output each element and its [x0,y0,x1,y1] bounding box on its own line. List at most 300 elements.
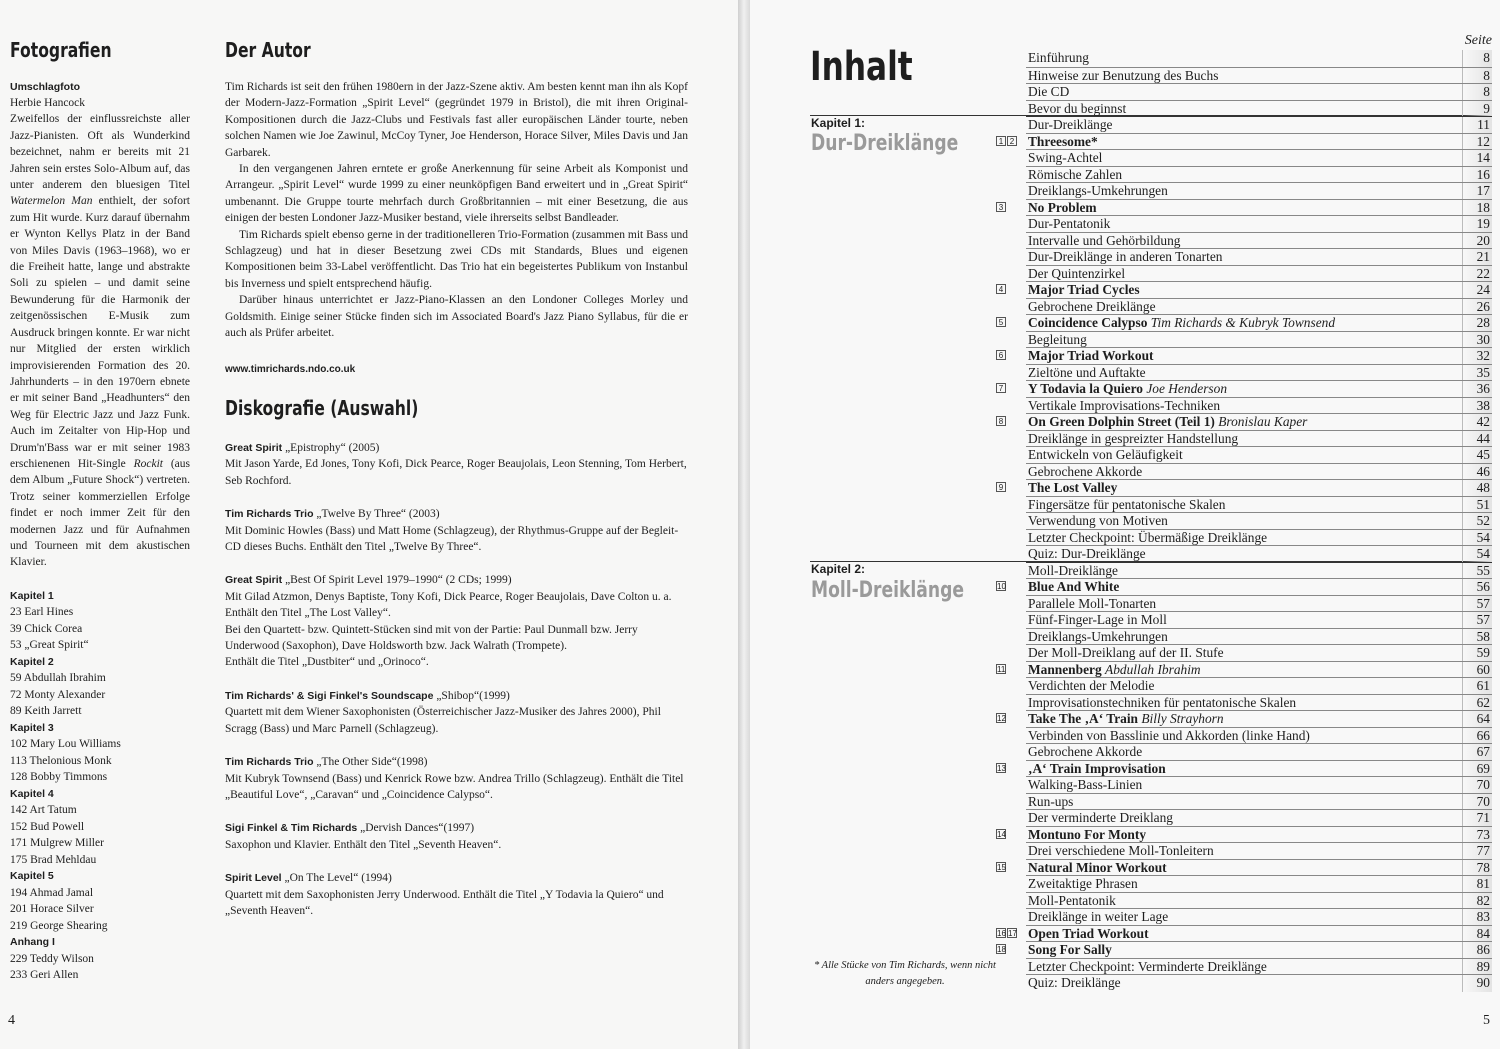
discography-artist: Great Spirit [225,574,283,587]
cd-track-icon [996,829,1006,839]
photo-credit-item: 152 Bud Powell [10,820,85,833]
toc-title [1028,579,1119,596]
page-number-right: 5 [1483,1013,1490,1028]
toc-title-text: Intervalle und Gehörbildung [1028,232,1181,248]
toc-title-text: ‚A‘ Train Improvisation [1028,760,1166,776]
toc-page-number: 70 [1462,794,1492,811]
toc-page-number: 26 [1462,299,1492,316]
cd-track-icon [996,202,1006,212]
cd-track-number: 5 [996,317,1006,327]
discography-entry-header [225,754,688,770]
discography-entry-header [225,572,688,588]
toc-title [1028,233,1180,250]
toc-title-text: Gebrochene Akkorde [1028,463,1143,479]
toc-title-text: Dur-Dreiklänge in anderen Tonarten [1028,249,1223,264]
photo-credit-item: 175 Brad Mehldau [10,853,97,866]
toc-title [1028,50,1089,67]
cd-track-icon [996,862,1006,872]
cd-track-number: 8 [996,416,1006,426]
toc-row[interactable] [1026,397,1492,414]
toc-title-text: Moll-Dreiklänge [1028,562,1118,578]
toc-row[interactable] [1026,562,1492,579]
toc-title [1028,612,1167,629]
toc-row[interactable] [1026,842,1492,859]
photo-credit-item: 194 Ahmad Jamal [10,886,94,899]
cd-track-number: 1 [996,136,1006,146]
discography-entry [225,870,688,919]
toc-page-number: 57 [1462,596,1492,613]
toc-title [1028,249,1223,266]
toc-page-number: 86 [1462,942,1492,959]
toc-page-number: 52 [1462,513,1492,530]
toc-title [1028,480,1117,497]
toc-page-number: 8 [1462,50,1492,67]
toc-page-number: 62 [1462,695,1492,712]
toc-title [1028,167,1122,184]
toc-row[interactable] [998,133,1492,150]
cd-track-icon [996,284,1006,294]
toc-row[interactable] [1026,908,1492,925]
left-page [0,0,738,1049]
discography-album: „The Other Side“(1998) [313,756,428,769]
toc-page-number: 90 [1462,975,1492,992]
toc-page-number: 67 [1462,744,1492,761]
toc-row[interactable] [1026,100,1492,117]
toc-title-text: Fingersätze für pentatonische Skalen [1028,496,1226,512]
toc-title-text: Run-ups [1028,793,1074,809]
toc-row[interactable] [1026,67,1492,84]
toc-page-number: 70 [1462,777,1492,794]
toc-page-number: 28 [1462,315,1492,332]
cd-track-number: 11 [997,664,1006,674]
footnote: * Alle Stücke von Tim Richards, wenn nicht anders angegeben. [814,960,996,987]
toc-title-text: Drei verschiedene Moll-Tonleitern [1028,843,1214,858]
cd-track-number: 13 [997,763,1006,773]
toc-row[interactable] [1026,298,1492,315]
kapitel1-label: Kapitel 1: [811,116,866,130]
discography-description: Bei den Quartett- bzw. Quintett-Stücken sind mit von der Partie: Paul Dunmall bzw. Jerry Underwood (Saxophon), Dave Holdsworth bzw. Jack Walrath (Trompete). [225,623,638,653]
photo-credit-item: 229 Teddy Wilson [10,952,94,965]
cd-track-icon [996,713,1006,723]
discography-entry-header [225,820,688,836]
toc-title-text: Dreiklänge in weiter Lage [1028,909,1169,924]
toc-title-text: Coincidence Calypso [1028,315,1148,330]
toc-title-text: Hinweise zur Benutzung des Buchs [1028,67,1219,83]
toc-row[interactable] [1026,694,1492,711]
toc-row[interactable] [1026,677,1492,694]
toc-page-number: 77 [1462,843,1492,860]
toc-row[interactable] [997,578,1492,595]
toc-title-text: Dreiklangs-Umkehrungen [1028,183,1168,198]
toc-title [1028,447,1183,464]
photo-credit-item: 102 Mary Lou Williams [10,738,121,751]
toc-page-number: 82 [1462,893,1492,910]
toc-row[interactable] [997,710,1492,727]
discography-entry [225,572,688,670]
toc-row[interactable] [1026,875,1492,892]
toc-title [1028,744,1142,761]
toc-title [1028,662,1201,679]
toc-title [1028,431,1238,448]
toc-page-number: 12 [1462,134,1492,151]
toc-row[interactable] [1026,793,1492,810]
cd-track-number: 7 [996,383,1006,393]
toc-title-text: Song For Sally [1028,942,1112,957]
cd-track-icon [996,928,1017,938]
toc-row[interactable] [1026,529,1492,546]
toc-title [1028,645,1224,662]
discography-entry-header [225,440,688,456]
discography-description: Saxophon und Klavier. Enthält den Titel „Seventh Heaven“. [225,838,502,851]
cd-track-icon [996,763,1006,773]
toc-row[interactable] [1026,958,1492,975]
toc-title [1028,497,1225,514]
cd-track-number: 6 [996,350,1006,360]
toc-title-text: Der Moll-Dreiklang auf der II. Stufe [1028,645,1224,660]
toc-page-number: 81 [1462,876,1492,893]
toc-page-number: 18 [1462,200,1492,217]
toc-row[interactable] [998,314,1492,331]
toc-title [1028,777,1142,794]
toc-title [1028,678,1154,695]
toc-row[interactable] [1026,628,1492,645]
cd-track-number: 17 [1008,928,1017,938]
toc-title-text: Dur-Pentatonik [1028,216,1111,231]
seite-label: Seite [1464,33,1492,48]
toc-row[interactable] [1026,743,1492,760]
toc-page-number: 20 [1462,233,1492,250]
toc-row[interactable] [1026,727,1492,744]
toc-row[interactable] [998,413,1492,430]
toc-title [1028,134,1098,151]
toc-page-number: 21 [1462,249,1492,266]
toc-page-number: 9 [1462,101,1492,118]
autor-text [225,79,688,342]
toc-row[interactable] [1026,50,1492,67]
photo-credit-item: 233 Geri Allen [10,969,79,982]
toc-row[interactable] [1026,892,1492,909]
toc-row[interactable] [1026,430,1492,447]
book-gutter [738,0,750,1049]
toc-title-text: Bevor du beginnst [1028,100,1127,116]
discography-description: Mit Dominic Howles (Bass) und Matt Home (Schlagzeug), der Rhythmus-Gruppe auf der Begleit-CD dieses Buchs. Enthält den Titel „Twelve By Three“. [225,524,679,554]
discography-entry-header [225,506,688,522]
toc-row[interactable] [1026,232,1492,249]
toc-title-text: Threesome* [1028,133,1098,149]
toc-row[interactable] [997,859,1492,876]
toc-title-text: Zweitaktige Phrasen [1028,876,1138,891]
toc-page-number: 59 [1462,645,1492,662]
toc-title [1028,893,1116,910]
toc-page-number: 30 [1462,332,1492,349]
photo-credit-item: 72 Monty Alexander [10,688,106,701]
toc-title [1028,711,1224,728]
toc-title [1028,909,1168,926]
discography-entry-header [225,688,688,704]
toc-title [1028,942,1112,959]
toc-row[interactable] [1026,595,1492,612]
fotografien-column [10,80,190,984]
toc-title-text: The Lost Valley [1028,480,1118,495]
toc-page-number: 8 [1462,84,1492,101]
toc-title-text: Vertikale Improvisations-Techniken [1028,397,1221,413]
toc-row[interactable] [997,925,1492,942]
toc-title [1028,695,1296,712]
cd-track-number: 3 [996,202,1006,212]
toc-row[interactable] [1026,463,1492,480]
toc-row[interactable] [1026,776,1492,793]
toc-title-text: Der Quintenzirkel [1028,265,1126,281]
toc-title-text: Y Todavia la Quiero [1028,381,1143,396]
cd-track-number: 10 [997,582,1006,591]
toc-title [1028,629,1168,646]
toc-row[interactable] [1026,545,1492,562]
toc-row[interactable] [998,380,1492,397]
toc-page-number: 45 [1462,447,1492,464]
toc-row[interactable] [998,281,1492,298]
diskografie-heading: Diskografie (Auswahl) [225,396,419,420]
toc-page-number: 17 [1462,183,1492,200]
table-of-contents [997,50,1492,991]
toc-title [1028,381,1227,398]
toc-title [1028,183,1168,200]
toc-title-text: Walking-Bass-Linien [1028,777,1143,792]
discography-album: „On The Level“ (1994) [281,872,392,885]
toc-row[interactable] [997,661,1492,678]
photo-chapter-label: Kapitel 1 [10,589,54,602]
toc-title [1028,794,1073,811]
discography-artist: Tim Richards' & Sigi Finkel's Soundscape [225,689,434,702]
toc-title-text: Die CD [1028,84,1070,99]
toc-page-number: 38 [1462,398,1492,415]
inhalt-title: Inhalt [810,44,913,90]
toc-title-text: Begleitung [1028,331,1087,347]
toc-row[interactable] [1026,149,1492,166]
toc-title [1028,200,1097,217]
cd-track-icon [996,664,1006,674]
toc-title-text: Quiz: Dreiklänge [1028,975,1121,990]
toc-composer: Billy Strayhorn [1141,711,1224,726]
photo-credit-item: 128 Bobby Timmons [10,771,108,784]
toc-page-number: 48 [1462,480,1492,497]
toc-row[interactable] [1026,644,1492,661]
discography-album: „Twelve By Three“ (2003) [313,508,440,521]
toc-page-number: 16 [1462,167,1492,184]
discography-entry [225,506,688,555]
toc-row[interactable] [1026,611,1492,628]
toc-row[interactable] [1026,809,1492,826]
toc-row[interactable] [1026,116,1492,133]
toc-page-number: 73 [1462,827,1492,844]
toc-row[interactable] [998,199,1492,216]
toc-title-text: Open Triad Workout [1028,925,1149,941]
toc-page-number: 84 [1462,926,1492,943]
toc-page-number: 55 [1462,563,1492,580]
discography-entry [225,820,688,853]
toc-title [1028,282,1140,299]
toc-title-text: Entwickeln von Geläufigkeit [1028,447,1183,462]
autor-paragraph: Darüber hinaus unterrichtet er Jazz-Piano-Klassen an den Londoner Colleges Morley und Goldsmith. Einige seiner Stücke finden sich im Associated Board's Jazz Piano Syllabus, für die er auch als Prüfer arbeitet. [225,294,688,340]
toc-title [1028,299,1156,316]
photo-credit-item: 39 Chick Corea [10,622,83,635]
toc-title-text: Dreiklangs-Umkehrungen [1028,628,1168,644]
cd-track-number: 16 [997,928,1006,938]
toc-row[interactable] [1026,248,1492,265]
toc-title [1028,117,1113,134]
toc-row[interactable] [997,760,1492,777]
toc-title-text: No Problem [1028,199,1097,215]
toc-row[interactable] [1026,446,1492,463]
cd-track-icon [996,317,1006,327]
toc-row[interactable] [1026,83,1492,100]
toc-page-number: 35 [1462,365,1492,382]
discography-description: Enthält die Titel „Dustbiter“ und „Orinoco“. [225,656,429,669]
toc-row[interactable] [997,826,1492,843]
toc-row[interactable] [1026,496,1492,513]
toc-page-number: 89 [1462,959,1492,976]
toc-page-number: 51 [1462,497,1492,514]
discography-album: „Best Of Spirit Level 1979–1990“ (2 CDs; 1999) [282,574,512,587]
toc-page-number: 32 [1462,348,1492,365]
umschlagfoto-name: Herbie Hancock [10,97,86,109]
cd-track-icon [996,350,1006,360]
fotografien-heading: Fotografien [10,38,112,62]
toc-row[interactable] [997,941,1492,958]
discography-description: Quartett mit dem Saxophonisten Jerry Underwood. Enthält die Titel „Y Todavia la Quiero“ und „Seventh Heaven“. [225,888,664,917]
cd-track-number: 2 [1007,136,1017,146]
toc-page-number: 46 [1462,464,1492,481]
toc-title-text: Dreiklänge in gespreizter Handstellung [1028,430,1239,446]
toc-row[interactable] [1026,512,1492,529]
photo-credit-item: 171 Mulgrew Miller [10,837,104,850]
toc-page-number: 54 [1462,530,1492,547]
photo-credit-item: 53 „Great Spirit“ [10,639,89,652]
toc-title-text: Verwendung von Motiven [1028,513,1168,528]
toc-row[interactable] [1026,215,1492,232]
toc-row[interactable] [998,479,1492,496]
discography-artist: Tim Richards Trio [225,756,314,769]
toc-composer: Joe Henderson [1146,381,1228,396]
photo-chapter-label: Kapitel 3 [10,721,54,734]
cd-track-number: 18 [997,945,1006,954]
toc-page-number: 83 [1462,909,1492,926]
toc-page-number: 56 [1462,579,1492,596]
toc-title-text: Improvisationstechniken für pentatonische Skalen [1028,694,1297,710]
hancock-bio: Zweifellos der einflussreichste aller Jazz-Pianisten. Oft als Wunderkind bezeichnet, nahm er bereits mit 21 Jahren sein erstes Solo-Album auf, das unter anderem den bluesigen Titel Watermelon Man enthielt, der sofort zum Hit wurde. Kurz darauf übernahm er Wynton Kellys Platz in der Band von Miles Davis (1963–1968), wo er die Freiheit hatte, lange und abstrakte Soli zu spielen – und damit seine Bewunderung für die Harmonik der zeitgenössischen E-Musik zum Ausdruck bringen konnte. Er war nicht nur Mitglied der ersten wirklich improvisierenden Formation des 20. Jahrhunderts – in den 1970ern ebnete er mit seiner Band „Headhunters“ den Weg für Electric Jazz und Jazz Funk. Auch im Zeitalter von Hip-Hop und Drum'n'Bass war er mit seiner 1983 erschienenen Hit-Single Rockit (aus dem Album „Future Shock“) vertreten. Trotz seiner kommerziellen Erfolge findet er noch immer Zeit für den modernen Jazz und für Aufnahmen und Tourneen mit dem akustischen Klavier. [10,113,190,569]
cd-track-icon [996,482,1006,492]
toc-title-text: Moll-Pentatonik [1028,892,1116,908]
toc-title-text: Swing-Achtel [1028,150,1103,165]
toc-page-number: 44 [1462,431,1492,448]
toc-title [1028,810,1173,827]
toc-row[interactable] [1026,265,1492,282]
toc-row[interactable] [1026,331,1492,348]
author-website-link[interactable]: www.timrichards.ndo.co.uk [225,364,356,375]
toc-title-text: Natural Minor Workout [1028,859,1167,875]
toc-title [1028,728,1310,745]
photo-credit-item: 59 Abdullah Ibrahim [10,672,106,685]
photo-chapter-label: Anhang I [10,936,55,949]
toc-title [1028,398,1220,415]
toc-title-text: Verdichten der Melodie [1028,678,1155,693]
toc-row[interactable] [1026,166,1492,183]
toc-title [1028,68,1218,85]
toc-title-text: Römische Zahlen [1028,166,1123,182]
toc-title [1028,150,1102,167]
kapitel2-label: Kapitel 2: [811,562,866,576]
toc-title-text: Der verminderte Dreiklang [1028,810,1174,825]
toc-page-number: 11 [1462,117,1492,134]
toc-page-number: 36 [1462,381,1492,398]
cd-track-number: 14 [997,829,1006,839]
toc-title [1028,101,1126,118]
cd-track-icon [996,416,1006,426]
toc-composer: Tim Richards & Kubryk Townsend [1150,315,1336,330]
toc-row[interactable] [1026,182,1492,199]
discography-description: Mit Kubryk Townsend (Bass) und Kenrick Rowe bzw. Andrea Trillo (Schlagzeug). Enthält die Titel „Beautiful Love“, „Caravan“ und „Coincidence Calypso“. [225,772,684,801]
toc-title-text: Fünf-Finger-Lage in Moll [1028,612,1167,627]
toc-title [1028,84,1069,101]
discography-artist: Spirit Level [225,872,282,885]
toc-title [1028,464,1142,481]
toc-title [1028,315,1335,332]
toc-title [1028,843,1214,860]
toc-title-text: Blue And White [1028,579,1120,594]
toc-title-text: Parallele Moll-Tonarten [1028,595,1157,611]
discography-description: Quartett mit dem Wiener Saxophonisten (Österreichischer Jazz-Musiker des Jahres 2000), Phil Scragg (Bass) und Marc Parnell (Schlagzeug). [225,706,661,735]
photo-credit-item: 89 Keith Jarrett [10,705,82,718]
toc-page-number: 24 [1462,282,1492,299]
toc-row[interactable] [1026,364,1492,381]
discography-description: Mit Gilad Atzmon, Denys Baptiste, Tony Kofi, Dick Pearce, Roger Beaujolais, Dave Colton u. a. Enthält den Titel „The Lost Valley“. [225,590,672,620]
photo-chapter-label: Kapitel 5 [10,870,54,883]
toc-title-text: Gebrochene Akkorde [1028,744,1143,759]
photo-credit-item: 201 Horace Silver [10,903,94,916]
photo-chapter-label: Kapitel 2 [10,655,54,668]
cd-track-number: 4 [996,284,1006,294]
discography-album: „Dervish Dances“(1997) [357,822,475,835]
toc-page-number: 58 [1462,629,1492,646]
kapitel2-title: Moll-Dreiklänge [811,578,965,603]
toc-title-text: Letzter Checkpoint: Verminderte Dreiklänge [1028,958,1267,974]
discography-artist: Sigi Finkel & Tim Richards [225,822,358,835]
right-page [750,0,1500,1049]
toc-row[interactable] [1026,974,1492,991]
kapitel1-title: Dur-Dreiklänge [811,131,959,156]
autor-paragraph: In den vergangenen Jahren erntete er große Anerkennung für seine Arbeit als Komponist und Arrangeur. „Spirit Level“ wurde 1999 zu einer neunköpfigen Band erweitert und in „Great Spirit“ umbenannt. Die Gruppe tourte mehrfach durch Großbritannien – mit einer Besetzung, die aus einigen der besten Londoner Jazz-Musiker bestand, viele ihrerseits selbst Bandleader. [225,163,688,225]
toc-page-number: 61 [1462,678,1492,695]
discography-album: „Shibop“(1999) [433,689,510,702]
cd-track-icon [996,383,1006,393]
toc-title [1028,975,1121,992]
toc-title [1028,266,1125,283]
toc-page-number: 78 [1462,860,1492,877]
toc-title [1028,216,1110,233]
toc-page-number: 14 [1462,150,1492,167]
toc-page-number: 69 [1462,761,1492,778]
discography-entry [225,440,688,489]
toc-row[interactable] [998,347,1492,364]
toc-page-number: 57 [1462,612,1492,629]
discography-artist: Great Spirit [225,442,283,454]
discography-entry [225,688,688,737]
toc-page-number: 19 [1462,216,1492,233]
toc-title [1028,827,1146,844]
photo-credit-item: 219 George Shearing [10,919,108,932]
toc-title [1028,513,1168,530]
discography-entry [225,754,688,803]
photo-credits-list [10,588,190,984]
